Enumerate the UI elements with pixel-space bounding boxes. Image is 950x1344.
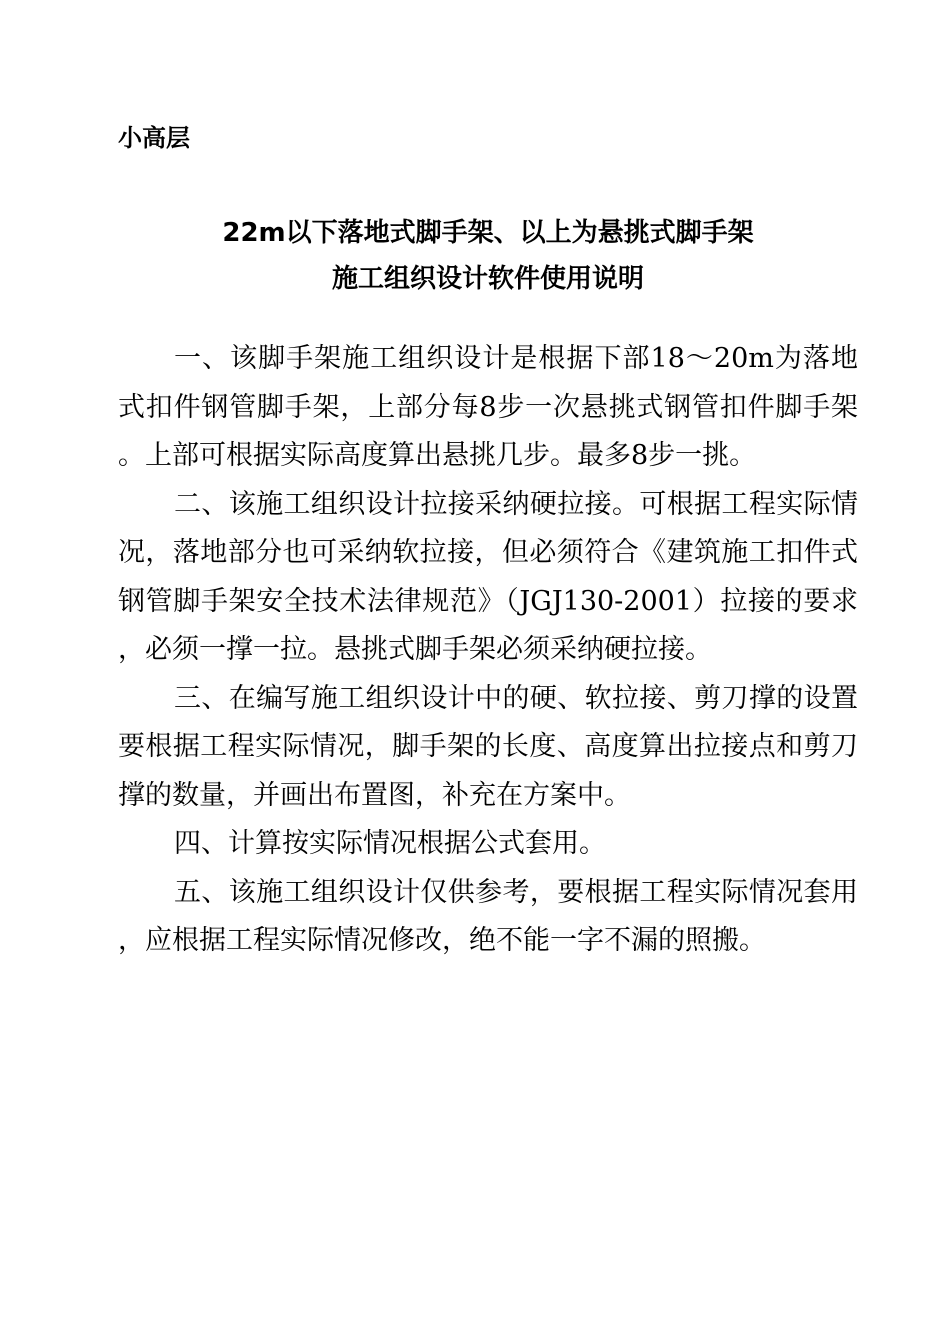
paragraph-3: 三、在编写施工组织设计中的硬、软拉接、剪刀撑的设置要根据工程实际情况，脚手架的长度、高度算出拉接点和剪刀撑的数量，并画出布置图，补充在方案中。 [118,682,858,811]
paragraph-5: 五、该施工组织设计仅供参考，要根据工程实际情况套用，应根据工程实际情况修改，绝不能一字不漏的照搬。 [118,876,858,956]
paragraph-1: 一、该脚手架施工组织设计是根据下部18～20m为落地式扣件钢管脚手架，上部分每8步一次悬挑式钢管扣件脚手架。上部可根据实际高度算出悬挑几步。最多8步一挑。 [118,343,858,471]
paragraph-2: 二、该施工组织设计拉接采纳硬拉接。可根据工程实际情况，落地部分也可采纳软拉接，但必须符合《建筑施工扣件式钢管脚手架安全技术法律规范》（JGJ130-2001）拉接的要求，必须一撑一拉。悬挑式脚手架必须采纳硬拉接。 [118,488,858,665]
document-body [118,335,858,966]
title-line-1: 22m以下落地式脚手架、以上为悬挑式脚手架 [222,218,754,248]
paragraph-4: 四、计算按实际情况根据公式套用。 [174,828,606,859]
document-category-label: 小高层 [118,124,190,152]
title-line-2: 施工组织设计软件使用说明 [331,264,644,294]
document-title [118,210,858,302]
